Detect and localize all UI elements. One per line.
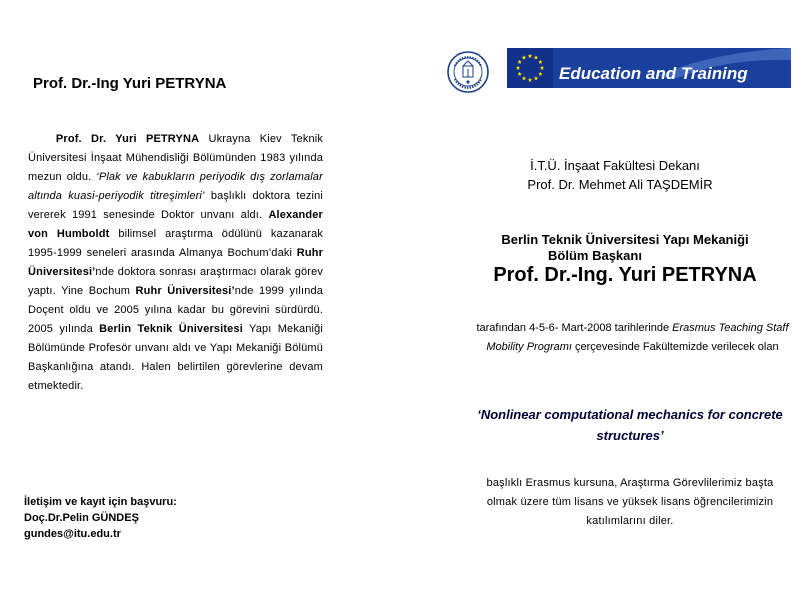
- contact-heading: İletişim ve kayıt için başvuru:: [24, 496, 177, 508]
- bio-university: Berlin Teknik Üniversitesi: [99, 323, 243, 335]
- bio-thesis-title: ‘Plak ve kabukların periyodik dış zorlamalar altında kuasi-periyodik titreşimleri’: [28, 171, 323, 202]
- program-name: Erasmus Teaching Staff Mobility Programı: [486, 322, 789, 353]
- bio-award: Alexander von Humboldt: [28, 209, 323, 240]
- chair-title-line-2: Bölüm Başkanı: [548, 248, 642, 263]
- invite-text: tarafından 4-5-6- Mart-2008 tarihlerinde: [476, 322, 673, 334]
- contact-block: [24, 494, 177, 542]
- guest-name: Prof. Dr.-Ing. Yuri PETRYNA: [493, 264, 757, 286]
- bio-university: Ruhr Üniversitesi’: [135, 285, 235, 297]
- biography-paragraph: [28, 130, 323, 396]
- closing-text: başlıklı Erasmus kursuna, Araştırma Görevlilerimiz başta olmak üzere tüm lisans ve yüksek lisans öğrencilerimizin katılımlarını diler.: [486, 477, 774, 527]
- bio-text: nde doktora sonrası araştırmacı olarak görev yaptı. Yine Bochum: [28, 266, 323, 297]
- bio-text: Ukrayna Kiev Teknik Üniversitesi İnşaat Mühendisliği Bölümünden 1983 yılında mezun oldu.: [28, 133, 323, 183]
- contact-email[interactable]: gundes@itu.edu.tr: [24, 528, 121, 540]
- invite-text: çerçevesinde Fakültemizde verilecek olan: [571, 341, 779, 353]
- itu-seal-logo: [446, 42, 490, 102]
- chair-title-line-1: Berlin Teknik Üniversitesi Yapı Mekaniği: [501, 232, 749, 247]
- contact-name: Doç.Dr.Pelin GÜNDEŞ: [24, 512, 139, 524]
- bio-university: Ruhr Üniversitesi’: [28, 247, 323, 278]
- bio-text: nde 1999 yılında Doçent oldu ve 2005 yılına kadar bu görevini sürdürdü. 2005 yılında: [28, 285, 324, 335]
- course-title: ‘Nonlinear computational mechanics for concrete structures’: [477, 407, 783, 443]
- invitation-text: [470, 319, 795, 357]
- dean-name: Prof. Dr. Mehmet Ali TAŞDEMİR: [527, 177, 713, 192]
- bio-name: Prof. Dr. Yuri PETRYNA: [55, 133, 200, 145]
- bio-text: başlıklı doktora tezini vererek 1991 senesinde Doktor unvanı aldı.: [28, 190, 324, 221]
- dean-title: İ.T.Ü. İnşaat Fakültesi Dekanı: [530, 158, 700, 173]
- bio-text: bilimsel araştırma ödülünü kazanarak 1995-1999 seneleri arasında Almanya Bochum’daki: [28, 228, 324, 259]
- page-title: Prof. Dr.-Ing Yuri PETRYNA: [33, 75, 227, 92]
- education-and-training-banner: [507, 48, 791, 88]
- banner-text: Education and Training: [559, 64, 748, 83]
- bio-text: Yapı Mekaniği Bölümünde Profesör unvanı aldı ve Yapı Mekaniği Bölümü Başkanlığına atandı. Halen belirtilen görevlerine devam etmektedir.: [28, 323, 323, 392]
